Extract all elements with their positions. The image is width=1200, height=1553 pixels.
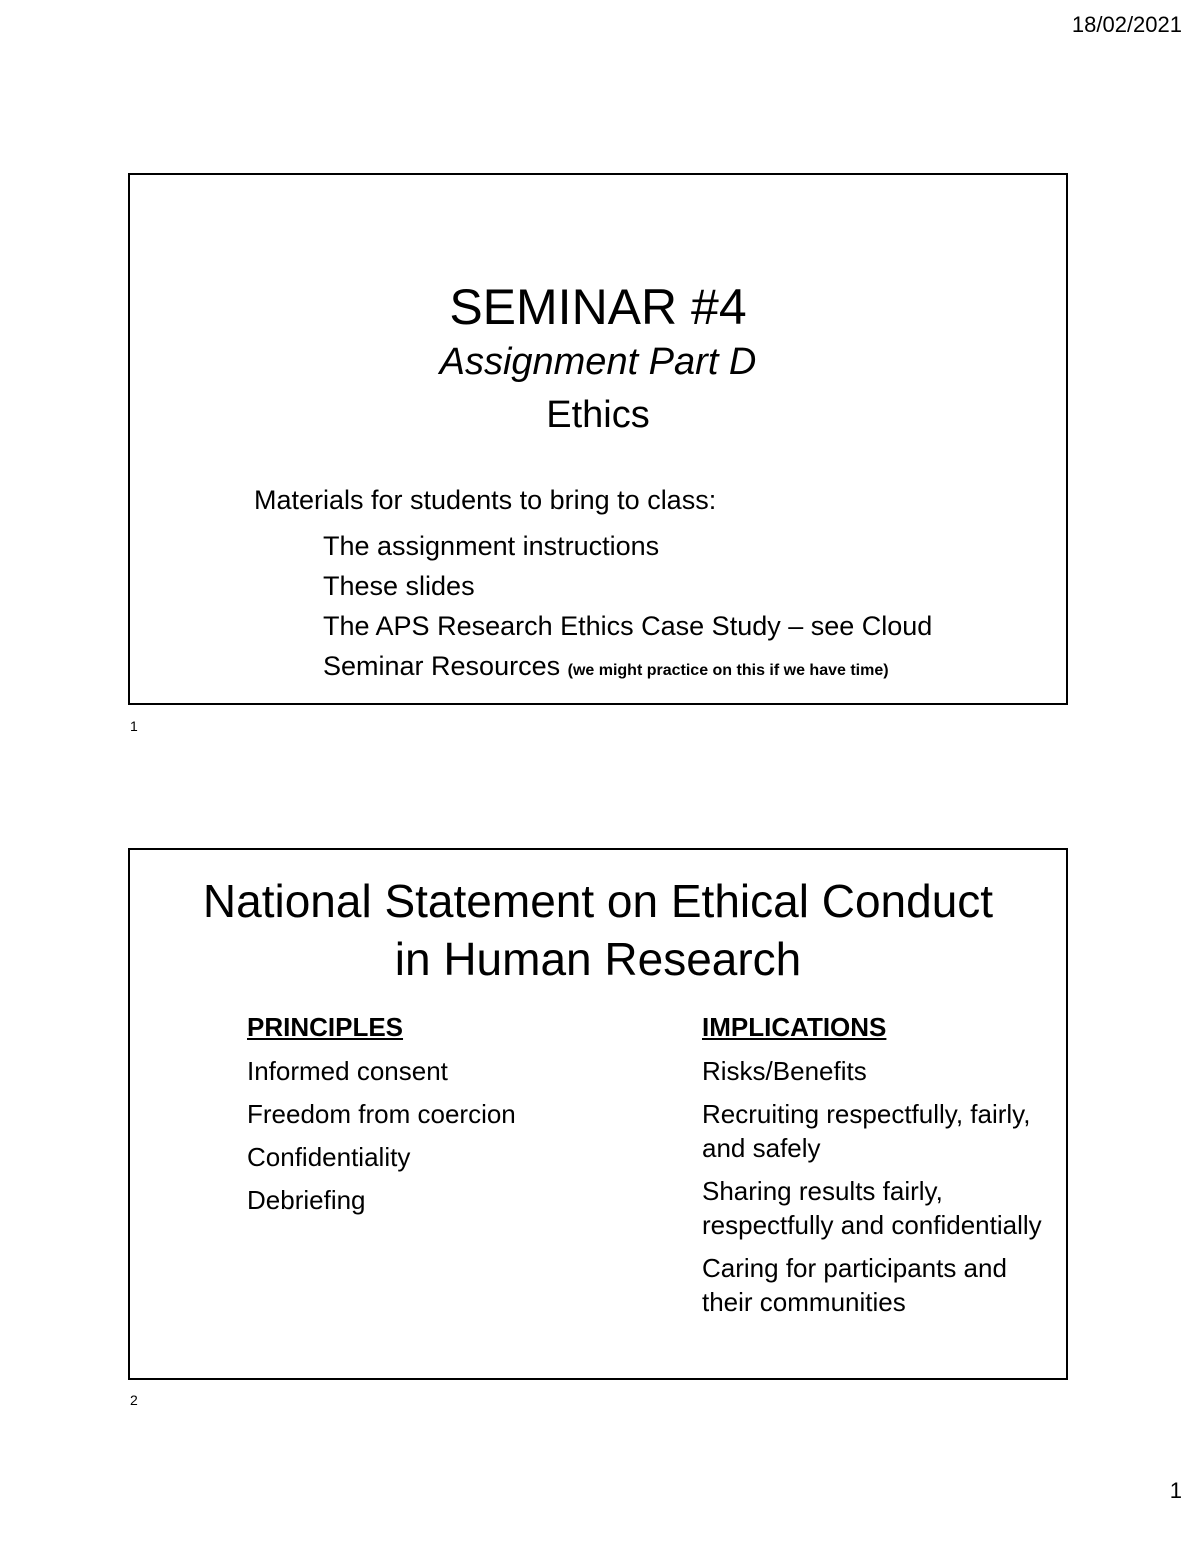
page-number: 1 — [1169, 1478, 1182, 1503]
slide-2 — [128, 848, 1068, 1380]
implications-list — [702, 1054, 1042, 1319]
list-item: Caring for participants and their communities — [702, 1253, 1007, 1317]
slide-title-line: National Statement on Ethical Conduct — [202, 875, 994, 927]
list-item: These slides — [323, 571, 475, 601]
principles-list — [247, 1054, 627, 1217]
slide-title-line: in Human Research — [394, 933, 802, 985]
list-item: Risks/Benefits — [702, 1056, 867, 1086]
slide-number: 2 — [130, 1392, 138, 1408]
implications-column — [702, 1010, 1042, 1328]
list-item: The assignment instructions — [323, 531, 660, 561]
materials-heading: Materials for students to bring to class: — [254, 485, 717, 515]
slide-subtitle-italic: Assignment Part D — [439, 341, 757, 383]
slide-number: 1 — [130, 718, 138, 734]
list-item: Debriefing — [247, 1185, 366, 1215]
list-item: Informed consent — [247, 1056, 448, 1086]
list-item: Recruiting respectfully, fairly, and safely — [702, 1099, 1031, 1163]
list-item: Sharing results fairly, respectfully and confidentially — [702, 1176, 1042, 1240]
materials-item-text: Seminar Resources — [323, 651, 561, 681]
slide-title: SEMINAR #4 — [449, 279, 747, 335]
principles-heading: PRINCIPLES — [247, 1012, 404, 1042]
implications-heading: IMPLICATIONS — [702, 1012, 887, 1042]
materials-note: (we might practice on this if we have time) — [567, 662, 889, 679]
slide-1 — [128, 173, 1068, 705]
list-item — [323, 646, 932, 691]
print-date: 18/02/2021 — [1071, 12, 1182, 37]
slide-subtitle: Ethics — [546, 394, 650, 436]
list-item: The APS Research Ethics Case Study – see Cloud — [323, 611, 933, 641]
slide-title — [130, 872, 1066, 988]
list-item: Confidentiality — [247, 1142, 411, 1172]
principles-column — [247, 1010, 627, 1226]
list-item: Freedom from coercion — [247, 1099, 516, 1129]
materials-list — [323, 526, 932, 691]
